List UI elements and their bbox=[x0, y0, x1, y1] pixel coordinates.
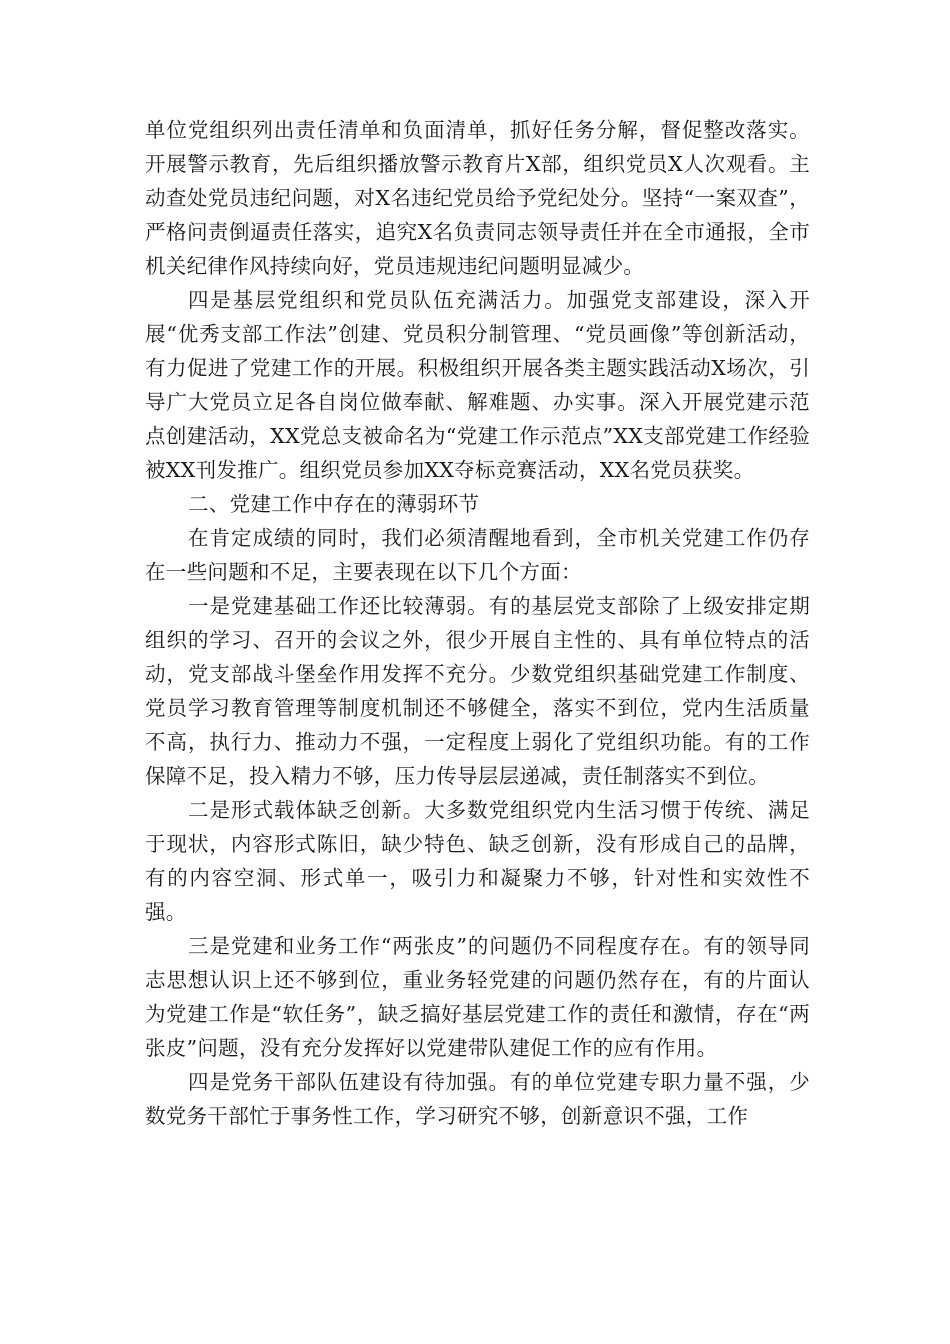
paragraph-intro: 在肯定成绩的同时，我们必须清醒地看到，全市机关党建工作仍存在一些问题和不足，主要表现在以下几个方面： bbox=[145, 526, 810, 584]
paragraph-weakness-four: 四是党务干部队伍建设有待加强。有的单位党建专职力量不强，少数党务干部忙于事务性工作，学习研究不够，创新意识不强，工作 bbox=[145, 1070, 810, 1128]
paragraph-weakness-two: 二是形式载体缺乏创新。大多数党组织党内生活习惯于传统、满足于现状，内容形式陈旧，缺少特色、缺乏创新，没有形成自己的品牌，有的内容空洞、形式单一，吸引力和凝聚力不够，针对性和实效性不强。 bbox=[145, 798, 810, 924]
paragraph-point-four: 四是基层党组织和党员队伍充满活力。加强党支部建设，深入开展“优秀支部工作法”创建、党员积分制管理、“党员画像”等创新活动，有力促进了党建工作的开展。积极组织开展各类主题实践活动X场次，引导广大党员立足各自岗位做奉献、解难题、办实事。深入开展党建示范点创建活动，XX党总支被命名为“党建工作示范点”XX支部党建工作经验被XX刊发推广。组织党员参加XX夺标竞赛活动，XX名党员获奖。 bbox=[145, 288, 810, 482]
paragraph-weakness-three: 三是党建和业务工作“两张皮”的问题仍不同程度存在。有的领导同志思想认识上还不够到位，重业务轻党建的问题仍然存在，有的片面认为党建工作是“软任务”，缺乏搞好基层党建工作的责任和激情，存在“两张皮”问题，没有充分发挥好以党建带队建促工作的应有作用。 bbox=[145, 934, 810, 1060]
paragraph-continued: 单位党组织列出责任清单和负面清单，抓好任务分解，督促整改落实。开展警示教育，先后组织播放警示教育片X部，组织党员X人次观看。主动查处党员违纪问题，对X名违纪党员给予党纪处分。坚持“一案双查”，严格问责倒逼责任落实，追究X名负责同志领导责任并在全市通报，全市机关纪律作风持续向好，党员违规违纪问题明显减少。 bbox=[145, 118, 810, 278]
paragraph-weakness-one: 一是党建基础工作还比较薄弱。有的基层党支部除了上级安排定期组织的学习、召开的会议之外，很少开展自主性的、具有单位特点的活动，党支部战斗堡垒作用发挥不充分。少数党组织基础党建工作制度、党员学习教育管理等制度机制还不够健全，落实不到位，党内生活质量不高，执行力、推动力不强，一定程度上弱化了党组织功能。有的工作保障不足，投入精力不够，压力传导层层递减，责任制落实不到位。 bbox=[145, 594, 810, 788]
section-heading: 二、党建工作中存在的薄弱环节 bbox=[188, 492, 480, 516]
document-body bbox=[145, 113, 810, 1133]
